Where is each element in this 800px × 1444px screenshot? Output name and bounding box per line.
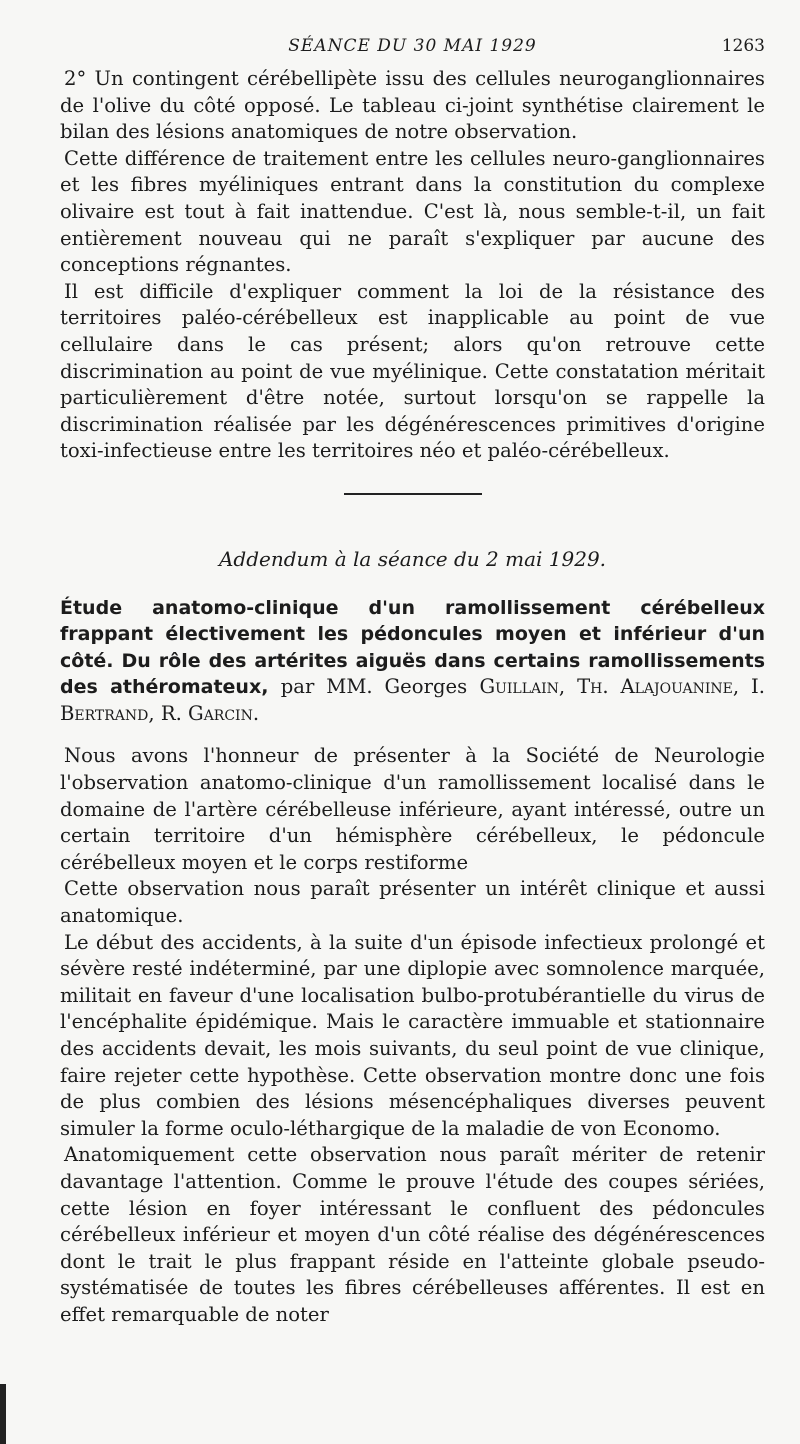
paragraph: Cette observation nous paraît présenter un intérêt clinique et aussi anatomique. xyxy=(60,877,765,927)
article-title: Étude anatomo-clinique d'un ramollissement cérébelleux frappant électivement les pédoncules moyen et inférieur d'un côté. Du rôle des artérites aiguës dans certains ramollissements des athéromateux, xyxy=(60,596,765,699)
paragraph: Le début des accidents, à la suite d'un épisode infectieux prolongé et sévère resté indéterminé, par une diplopie avec somnolence marquée, militait en faveur d'une localisation bulbo-protubérantielle du virus de l'encéphalite épidémique. Mais le caractère immuable et stationnaire des accidents devait, les mois suivants, du seul point de vue clinique, faire rejeter cette hypothèse. Cette observation montre donc une fois de plus combien des lésions mésencéphaliques diverses peuvent simuler la forme oculo-léthargique de la maladie de von Economo. xyxy=(60,930,765,1140)
addendum-heading: Addendum à la séance du 2 mai 1929. xyxy=(218,546,607,571)
paragraph: Anatomiquement cette observation nous paraît mériter de retenir davantage l'attention. Comme le prouve l'étude des coupes sériées, cette lésion en foyer intéressant le confluent des pédoncules cérébelleux inférieur et moyen d'un côté réalise des dégénérescences dont le trait le plus frappant réside en l'atteinte globale pseudo-systématisée de toutes les fibres cérébelleuses afférentes. Il est en effet remarquable de noter xyxy=(60,1143,765,1326)
paragraph: Il est difficile d'expliquer comment la loi de la résistance des territoires paléo-cérébelleux est inapplicable au point de vue cellulaire dans le cas présent; alors qu'on retrouve cette discrimination au point de vue myélinique. Cette constatation méritait particulièrement d'être notée, surtout lorsqu'on se rappelle la discrimination réalisée par les dégénérescences primitives d'origine toxi-infectieuse entre les territoires néo et paléo-cérébelleux. xyxy=(60,279,765,463)
document-page xyxy=(60,30,765,1328)
article-body xyxy=(60,743,765,1328)
authors-prefix: par MM. Georges xyxy=(280,675,468,699)
paragraph: 2° Un contingent cérébellipète issu des cellules neuroganglionnaires de l'olive du côté opposé. Le tableau ci-joint synthétise clairement le bilan des lésions anatomiques de notre observation. xyxy=(60,67,765,144)
authors: Guillain, Th. Alajouanine, I. Bertrand, R. Garcin. xyxy=(60,675,765,725)
scan-edge-shadow xyxy=(0,1384,6,1444)
paragraph: Cette différence de traitement entre les cellules neuro-ganglionnaires et les fibres myéliniques entrant dans la constitution du complexe olivaire est tout à fait inattendue. C'est là, nous semble-t-il, un fait entièrement nouveau qui ne paraît s'expliquer par aucune des conceptions régnantes. xyxy=(60,146,765,277)
paragraph: Nous avons l'honneur de présenter à la Société de Neurologie l'observation anatomo-clinique d'un ramollissement localisé dans le domaine de l'artère cérébelleuse inférieure, ayant intéressé, outre un certain territoire d'un hémisphère cérébelleux, le pédoncule cérébelleux moyen et le corps restiforme xyxy=(60,744,765,874)
running-header xyxy=(60,30,765,66)
section-divider xyxy=(344,493,482,495)
header-title: SÉANCE DU 30 MAI 1929 xyxy=(288,36,537,56)
page-number: 1263 xyxy=(721,36,765,56)
article-title-block xyxy=(60,595,765,728)
